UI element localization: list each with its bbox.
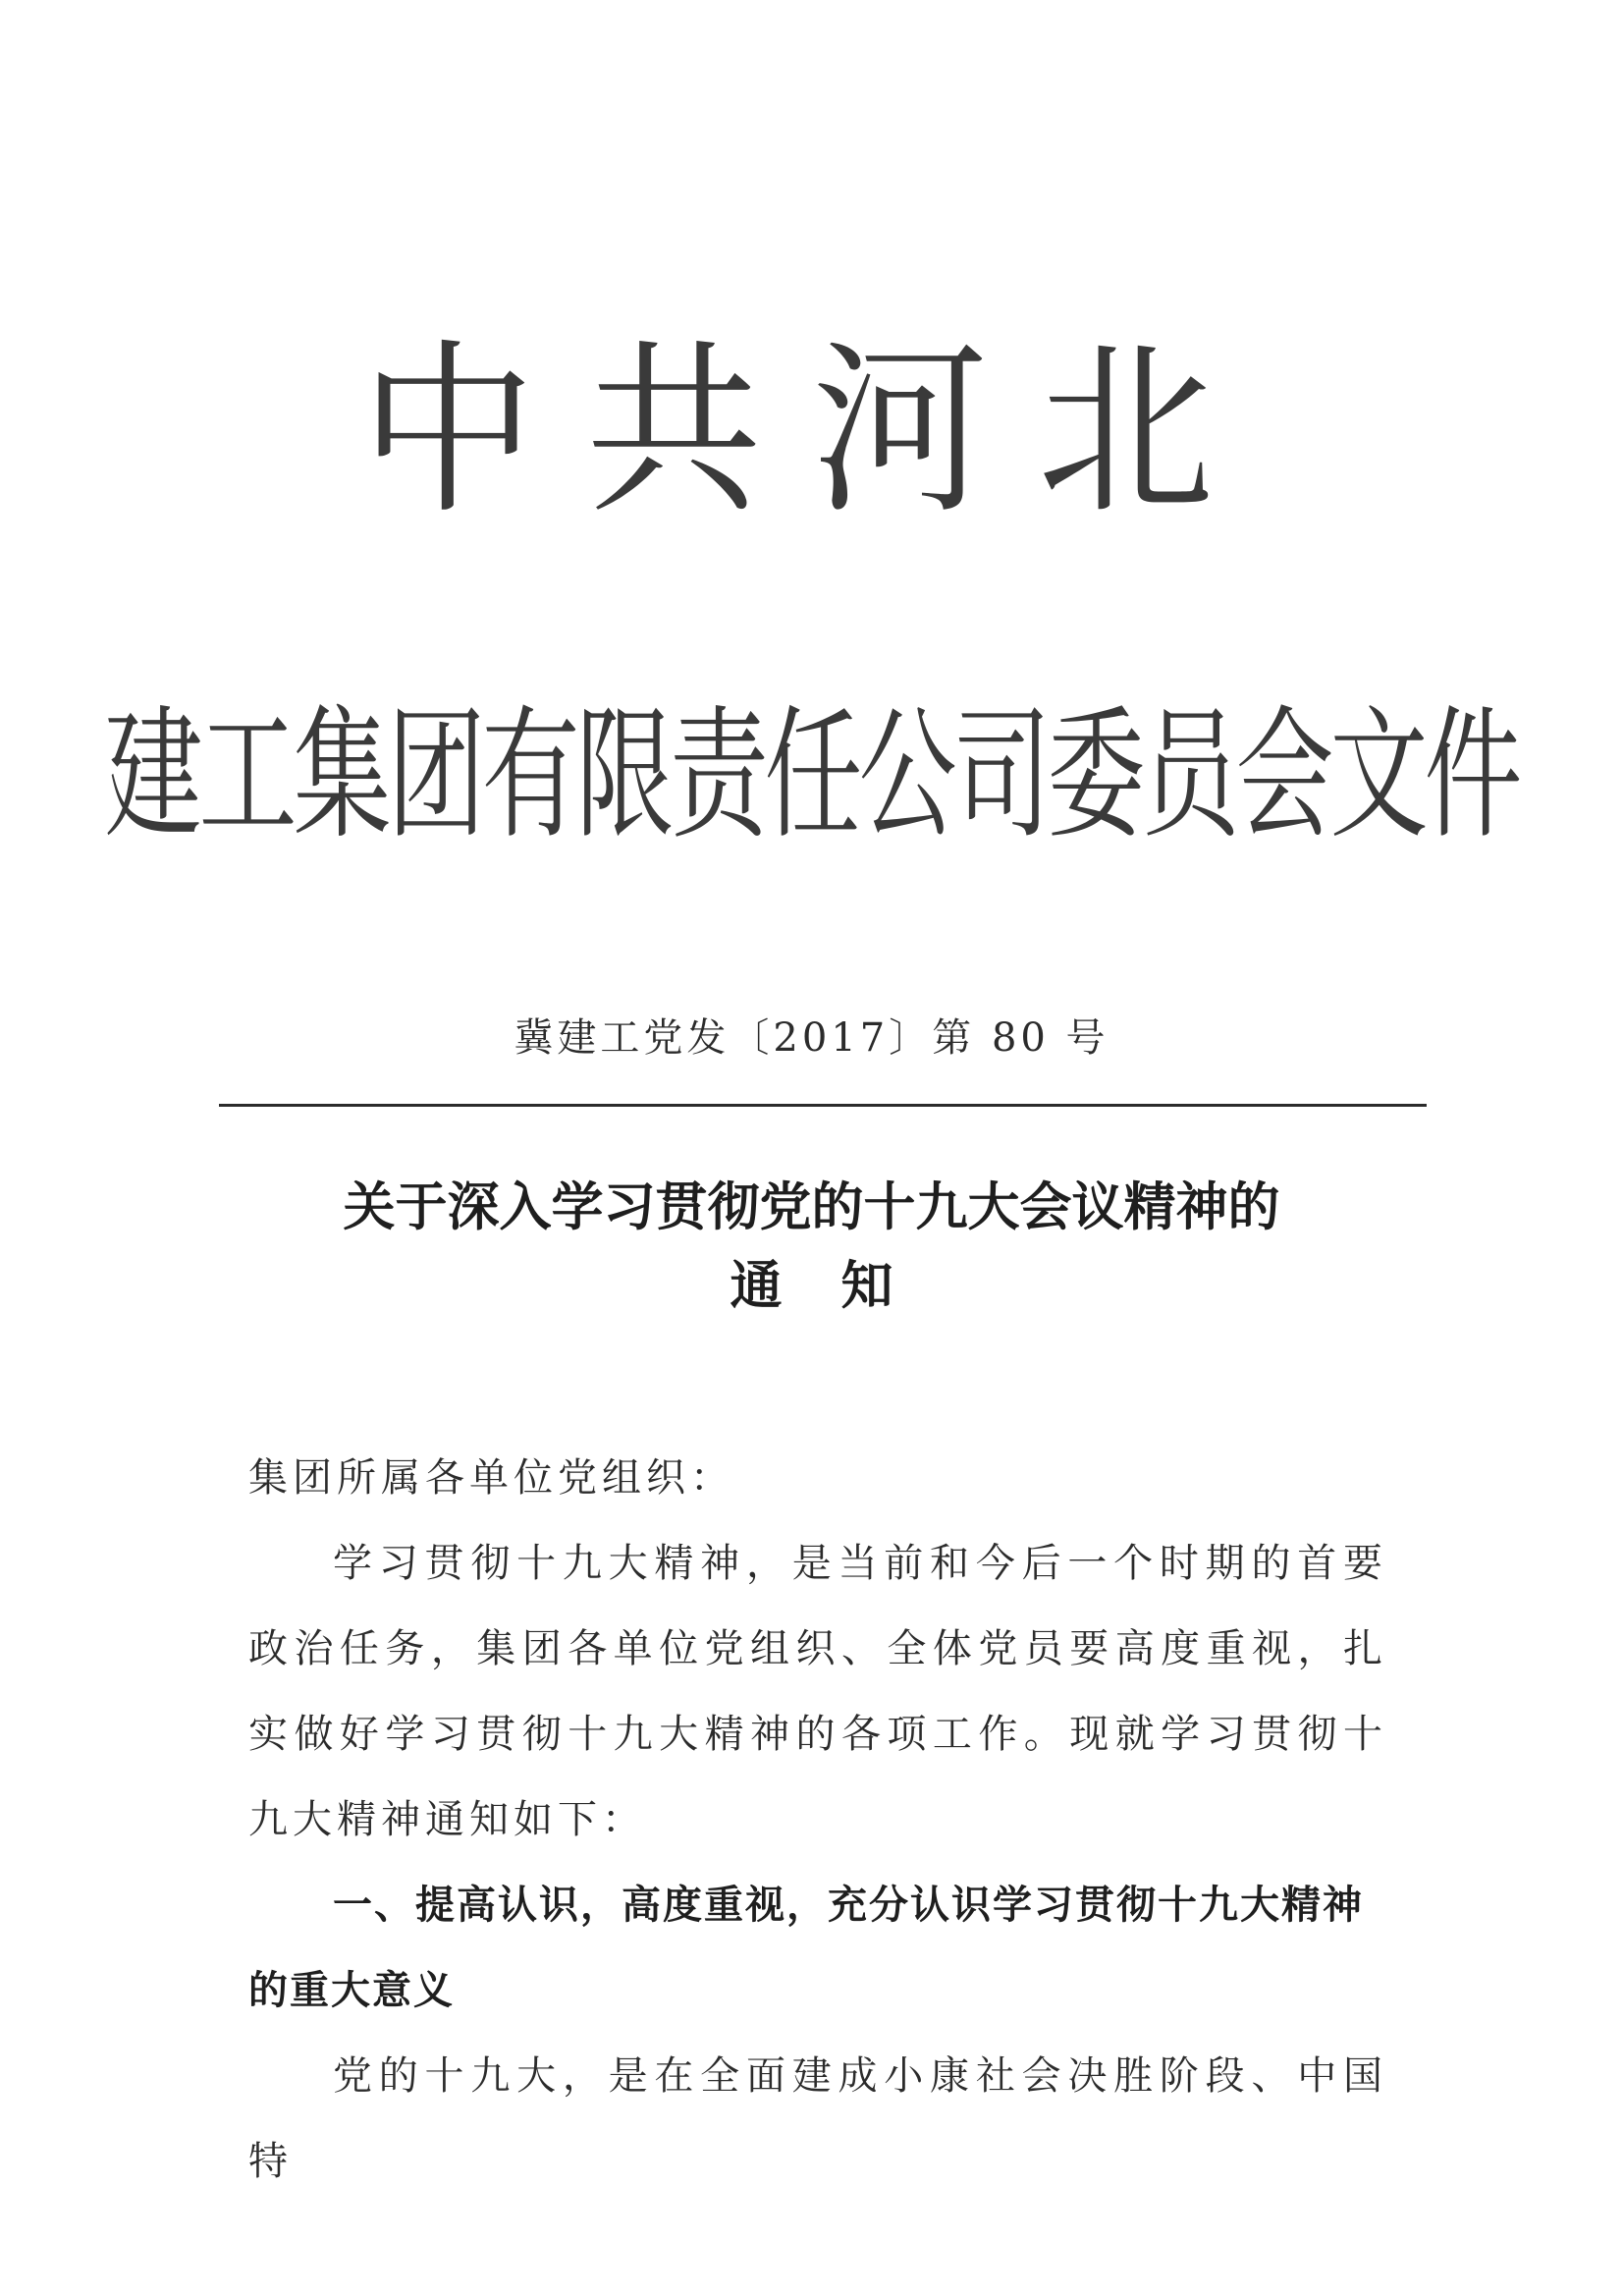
header-organization-line1: 中共河北 — [359, 323, 1264, 540]
salutation: 集团所属各单位党组织： — [248, 1455, 734, 1501]
document-number: 冀建工党发〔2017〕第 80 号 — [514, 1015, 1109, 1061]
header-divider — [219, 1104, 1427, 1107]
document-title — [196, 1169, 1427, 1326]
section-1-heading: 一、提高认识，高度重视，充分认识学习贯彻十九大精神的重大意义 — [248, 1883, 1364, 2013]
paragraph-2: 党的十九大，是在全面建成小康社会决胜阶段、中国特 — [248, 2053, 1387, 2184]
title-line2: 通知 — [730, 1256, 952, 1316]
document-body — [248, 1436, 1387, 2205]
header-organization-line2: 建工集团有限责任公司委员会文件 — [104, 691, 1519, 859]
title-line1: 关于深入学习贯彻党的十九大会议精神的 — [343, 1177, 1280, 1237]
paragraph-1: 学习贯彻十九大精神，是当前和今后一个时期的首要政治任务，集团各单位党组织、全体党员要高度重视，扎实做好学习贯彻十九大精神的各项工作。现就学习贯彻十九大精神通知如下： — [248, 1541, 1387, 1842]
